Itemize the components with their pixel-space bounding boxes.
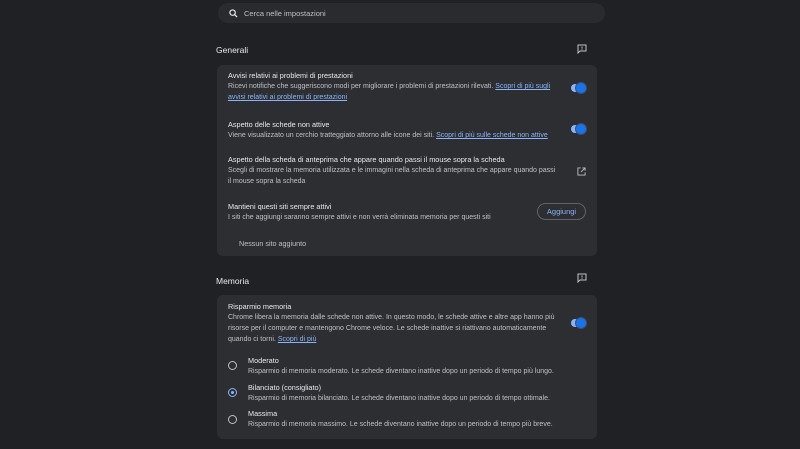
always-active-row: [228, 202, 517, 223]
memory-settings-card: [217, 295, 597, 439]
inactive-tabs-title: Aspetto delle schede non attive: [228, 120, 330, 129]
memory-saver-learn-more-link[interactable]: Scopri di più: [277, 336, 317, 343]
toggle-knob: [576, 124, 586, 134]
open-in-new-icon[interactable]: [576, 166, 586, 176]
radio-moderate[interactable]: [228, 361, 237, 370]
memory-saver-desc-text: Chrome libera la memoria dalle schede non attive. In questo modo, le schede attive e altre app hanno più risorse per il computer e mantengono Chrome veloce. Le schede inattive si riattivano automaticamente quando ci torni.: [228, 314, 555, 343]
performance-alerts-desc-text: Ricevi notifiche che suggeriscono modi per migliorare i problemi di prestazioni rilevati.: [228, 83, 494, 90]
radio-balanced[interactable]: [228, 388, 237, 397]
option-maximum-title: Massima: [248, 409, 278, 418]
inactive-tabs-toggle[interactable]: [571, 125, 586, 133]
inactive-tabs-desc: [228, 130, 557, 141]
hover-preview-desc: Scegli di mostrare la memoria utilizzata e le immagini nella scheda di anteprima che appare quando passi il mouse sopra la scheda: [228, 167, 556, 185]
option-moderate-desc: Risparmio di memoria moderato. Le schede diventano inattive dopo un periodo di tempo più lungo.: [248, 368, 554, 375]
general-settings-card: [217, 65, 597, 256]
option-moderate-title: Moderato: [248, 356, 279, 365]
always-active-title: Mantieni questi siti sempre attivi: [228, 202, 332, 211]
search-icon: [226, 6, 240, 20]
option-maximum-desc: Risparmio di memoria massimo. Le schede diventano inattive dopo un periodo di tempo più breve.: [248, 421, 553, 428]
feedback-icon[interactable]: [576, 272, 588, 284]
option-balanced[interactable]: [248, 383, 550, 404]
toggle-knob: [576, 83, 586, 93]
memory-saver-row: [228, 302, 557, 345]
option-moderate[interactable]: [248, 356, 554, 377]
memory-saver-desc: [228, 312, 557, 345]
settings-search-bar[interactable]: [218, 3, 605, 23]
toggle-knob: [576, 318, 586, 328]
performance-alerts-desc: [228, 81, 557, 103]
section-title-general: Generali: [216, 45, 249, 55]
performance-alerts-row: [228, 71, 557, 103]
no-sites-added-text: Nessun sito aggiunto: [239, 239, 307, 248]
add-site-button[interactable]: Aggiungi: [537, 203, 586, 220]
performance-alerts-learn-more-link[interactable]: Scopri di più sugli avvisi relativi ai problemi di prestazioni: [228, 83, 551, 101]
inactive-tabs-desc-text: Viene visualizzato un cerchio tratteggiato attorno alle icone dei siti.: [228, 132, 435, 139]
search-input[interactable]: Cerca nelle impostazioni: [244, 8, 326, 18]
memory-saver-title: Risparmio memoria: [228, 302, 292, 311]
option-balanced-title: Bilanciato (consigliato): [248, 383, 322, 392]
feedback-icon[interactable]: [576, 43, 588, 55]
option-maximum[interactable]: [248, 409, 553, 430]
option-balanced-desc: Risparmio di memoria bilanciato. Le schede diventano inattive dopo un periodo di tempo ottimale.: [248, 395, 550, 402]
inactive-tabs-row: [228, 120, 557, 141]
performance-alerts-toggle[interactable]: [571, 84, 586, 92]
performance-alerts-title: Avvisi relativi ai problemi di prestazioni: [228, 71, 353, 80]
memory-saver-toggle[interactable]: [571, 319, 586, 327]
section-title-memory: Memoria: [216, 276, 250, 286]
hover-preview-title: Aspetto della scheda di anteprima che appare quando passi il mouse sopra la scheda: [228, 155, 505, 164]
radio-maximum[interactable]: [228, 415, 237, 424]
always-active-desc: I siti che aggiungi saranno sempre attivi e non verrà eliminata memoria per questi siti: [228, 214, 491, 221]
hover-preview-row[interactable]: [228, 155, 557, 187]
inactive-tabs-learn-more-link[interactable]: Scopri di più sulle schede non attive: [436, 132, 548, 139]
